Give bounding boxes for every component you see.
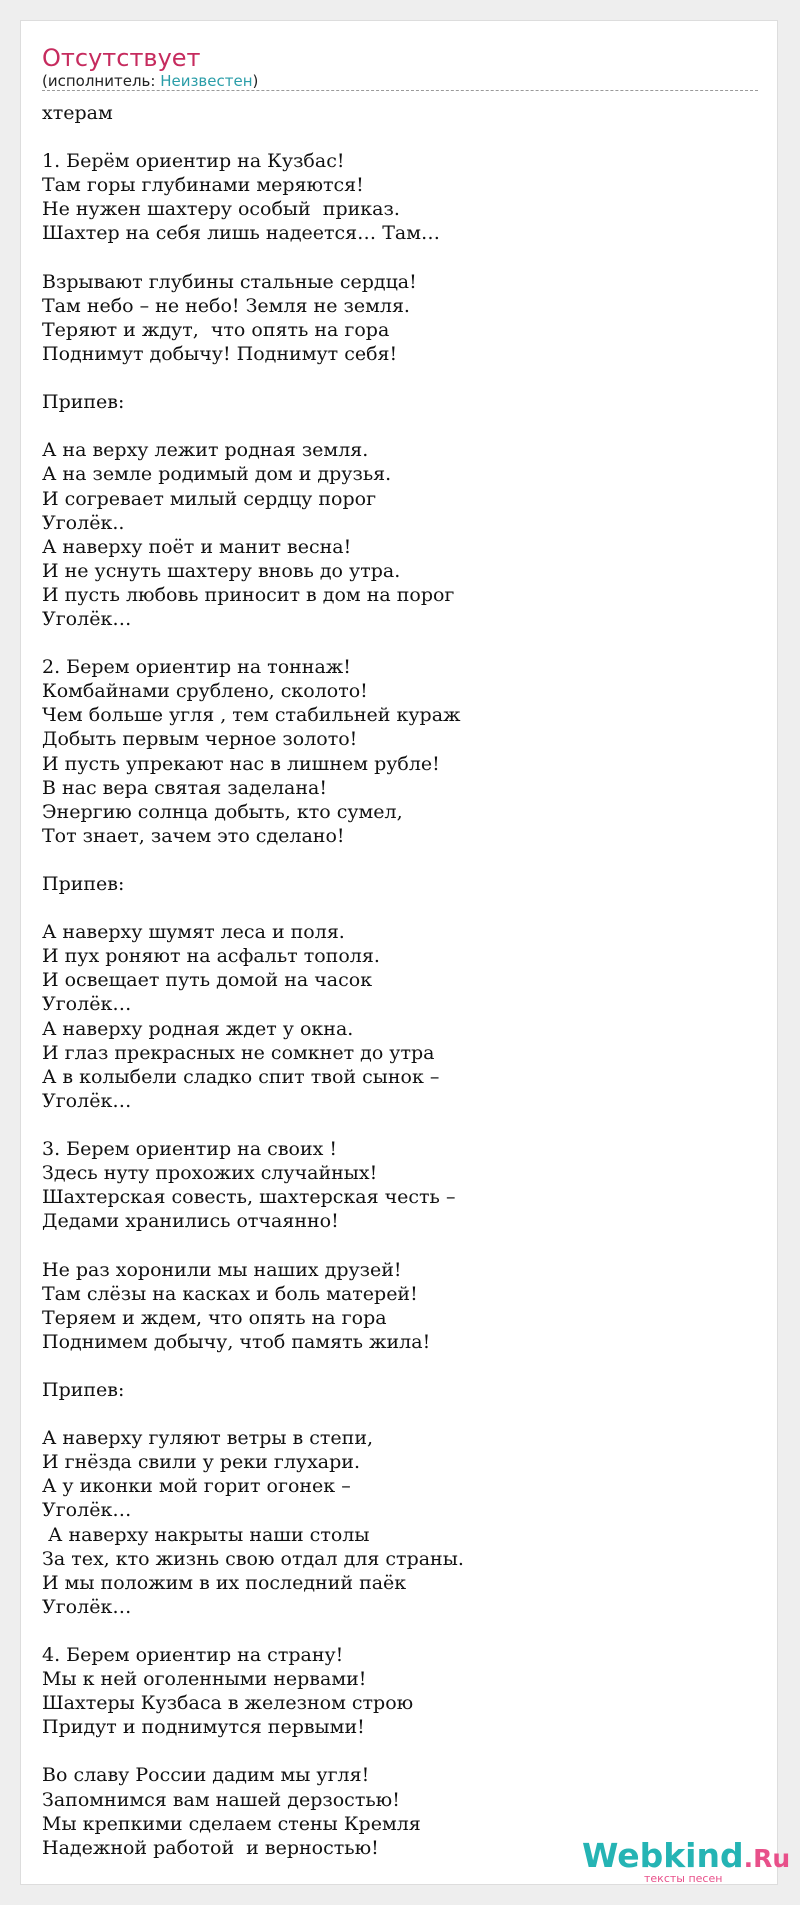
lyric-line: Во славу России дадим мы угля! xyxy=(42,1764,370,1787)
artist-prefix: (исполнитель: xyxy=(42,72,161,90)
lyric-line: Поднимем добычу, чтоб память жила! xyxy=(42,1330,431,1353)
lyric-line xyxy=(42,414,762,438)
lyric-line: хтерам xyxy=(42,102,113,124)
lyric-line: Там небо – не небо! Земля не земля. xyxy=(42,294,410,317)
lyric-line: И пусть упрекают нас в лишнем рубле! xyxy=(42,752,440,775)
lyrics-text xyxy=(42,101,762,1860)
logo-name: Webkind xyxy=(582,1836,744,1875)
lyric-line: Мы к ней оголенными нервами! xyxy=(42,1668,367,1691)
lyric-line: Шахтеры Кузбаса в железном строю xyxy=(42,1692,414,1715)
lyric-line xyxy=(42,1354,762,1378)
song-title: Отсутствует xyxy=(42,44,201,72)
lyric-line: 4. Берем ориентир на страну! xyxy=(42,1644,344,1666)
lyric-line: 2. Берем ориентир на тоннаж! xyxy=(42,656,351,679)
lyric-line xyxy=(42,1402,762,1426)
logo-tld: .Ru xyxy=(743,1844,791,1873)
lyric-line: Запомнимся вам нашей дерзостью! xyxy=(42,1788,400,1811)
lyric-line xyxy=(42,246,762,270)
lyric-line: Надежной работой и верностью! xyxy=(42,1836,379,1859)
lyric-line: Поднимут добычу! Поднимут себя! xyxy=(42,342,398,365)
lyric-line xyxy=(42,848,762,872)
lyric-line: Мы крепкими сделаем стены Кремля xyxy=(42,1812,421,1835)
lyric-line: Там горы глубинами меряются! xyxy=(42,174,364,197)
lyric-line: И глаз прекрасных не сомкнет до утра xyxy=(42,1041,435,1064)
lyric-line: Не нужен шахтеру особый приказ. xyxy=(42,198,400,221)
lyric-line: 1. Берём ориентир на Кузбас! xyxy=(42,150,345,173)
lyric-line: Добыть первым черное золото! xyxy=(42,728,358,751)
lyric-line: Там слёзы на касках и боль матерей! xyxy=(42,1282,418,1305)
lyric-line: Уголёк… xyxy=(42,1595,132,1618)
lyric-line: И не уснуть шахтеру вновь до утра. xyxy=(42,559,401,582)
lyric-line: Не раз хоронили мы наших друзей! xyxy=(42,1258,402,1281)
lyric-line: И гнёзда свили у реки глухари. xyxy=(42,1451,360,1474)
lyric-line: Уголёк… xyxy=(42,607,132,630)
lyric-line: Уголёк.. xyxy=(42,511,125,534)
lyric-line xyxy=(42,1739,762,1763)
lyric-line: И согревает милый сердцу порог xyxy=(42,487,377,510)
artist-line xyxy=(42,71,258,91)
lyric-line: И пусть любовь приносит в дом на порог xyxy=(42,583,455,606)
lyric-line: Припев: xyxy=(42,391,125,414)
lyric-line: Придут и поднимутся первыми! xyxy=(42,1716,365,1739)
artist-link[interactable]: Неизвестен xyxy=(160,72,253,90)
lyric-line: Уголёк… xyxy=(42,1499,132,1522)
lyric-line: В нас вера святая заделана! xyxy=(42,776,327,799)
lyric-line: Дедами хранились отчаянно! xyxy=(42,1210,339,1233)
lyrics-card xyxy=(20,20,791,1885)
lyric-line: Тот знает, зачем это сделано! xyxy=(42,824,345,847)
lyric-line: Шахтер на себя лишь надеется… Там… xyxy=(42,222,440,245)
lyric-line xyxy=(42,1113,762,1137)
lyric-line: А наверху накрыты наши столы xyxy=(42,1523,370,1546)
lyric-line: Шахтерская совесть, шахтерская честь – xyxy=(42,1186,456,1209)
lyric-line xyxy=(42,1233,762,1257)
lyric-line xyxy=(42,1619,762,1643)
lyric-line: А у иконки мой горит огонек – xyxy=(42,1475,351,1498)
lyric-line: А наверху гуляют ветры в степи, xyxy=(42,1427,374,1450)
lyric-line: А наверху родная ждет у окна. xyxy=(42,1017,354,1040)
lyric-line: А наверху поёт и манит весна! xyxy=(42,535,352,558)
lyric-line: Здесь нуту прохожих случайных! xyxy=(42,1162,378,1185)
site-logo[interactable] xyxy=(582,1836,791,1886)
lyric-line: 3. Берем ориентир на своих ! xyxy=(42,1138,338,1161)
title-divider xyxy=(42,90,758,91)
lyric-line: А в колыбели сладко спит твой сынок – xyxy=(42,1065,440,1088)
lyric-line: А наверху шумят леса и поля. xyxy=(42,921,345,944)
lyric-line: А на верху лежит родная земля. xyxy=(42,439,369,462)
lyric-line xyxy=(42,366,762,390)
lyric-line: Теряем и ждем, что опять на гора xyxy=(42,1306,387,1329)
lyric-line: Энергию солнца добыть, кто сумел, xyxy=(42,800,403,823)
lyric-line xyxy=(42,125,762,149)
lyric-line: И освещает путь домой на часок xyxy=(42,969,373,992)
lyric-line: Припев: xyxy=(42,873,125,895)
lyric-line: И мы положим в их последний паёк xyxy=(42,1571,407,1594)
lyric-line: Комбайнами срублено, сколото! xyxy=(42,680,368,703)
lyric-line xyxy=(42,896,762,920)
logo-subtitle: тексты песен xyxy=(644,1872,723,1885)
artist-suffix: ) xyxy=(252,72,259,90)
lyric-line: Взрывают глубины стальные сердца! xyxy=(42,270,417,293)
lyric-line xyxy=(42,631,762,655)
lyric-line: А на земле родимый дом и друзья. xyxy=(42,463,392,486)
lyric-line: Теряют и ждут, что опять на гора xyxy=(42,318,390,341)
lyric-line: За тех, кто жизнь свою отдал для страны. xyxy=(42,1547,464,1570)
lyric-line: Уголёк… xyxy=(42,1089,132,1112)
lyric-line: Припев: xyxy=(42,1378,125,1401)
lyric-line: И пух роняют на асфальт тополя. xyxy=(42,945,380,968)
lyric-line: Уголёк… xyxy=(42,993,132,1016)
lyric-line: Чем больше угля , тем стабильней кураж xyxy=(42,704,461,727)
